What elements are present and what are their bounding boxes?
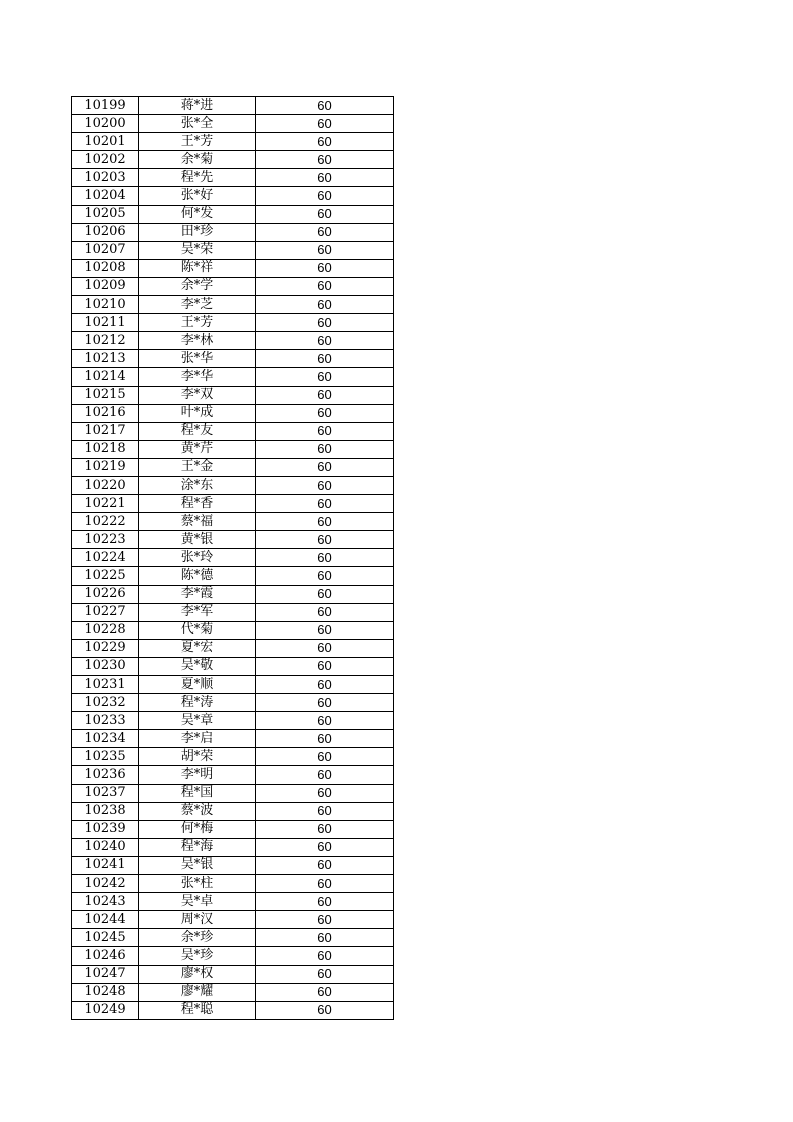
row-name-cell: 张*柱 xyxy=(139,875,256,893)
table-row xyxy=(72,458,394,476)
row-name-cell: 张*好 xyxy=(139,187,256,205)
row-name-cell: 陈*德 xyxy=(139,567,256,585)
row-name-cell: 李*华 xyxy=(139,368,256,386)
row-amount-cell: 60 xyxy=(256,97,394,115)
row-name-cell: 李*启 xyxy=(139,730,256,748)
row-id-cell: 10220 xyxy=(72,476,139,494)
row-amount-cell: 60 xyxy=(256,875,394,893)
table-row xyxy=(72,368,394,386)
row-id-cell: 10207 xyxy=(72,241,139,259)
row-amount-cell: 60 xyxy=(256,223,394,241)
row-amount-cell: 60 xyxy=(256,495,394,513)
row-name-cell: 蔡*波 xyxy=(139,802,256,820)
table-row xyxy=(72,476,394,494)
table-row xyxy=(72,205,394,223)
row-name-cell: 田*珍 xyxy=(139,223,256,241)
table-row xyxy=(72,115,394,133)
row-id-cell: 10245 xyxy=(72,929,139,947)
table-row xyxy=(72,784,394,802)
row-amount-cell: 60 xyxy=(256,657,394,675)
row-name-cell: 程*涛 xyxy=(139,694,256,712)
row-amount-cell: 60 xyxy=(256,440,394,458)
row-id-cell: 10242 xyxy=(72,875,139,893)
row-amount-cell: 60 xyxy=(256,133,394,151)
row-id-cell: 10248 xyxy=(72,983,139,1001)
row-id-cell: 10225 xyxy=(72,567,139,585)
row-name-cell: 吴*银 xyxy=(139,856,256,874)
row-name-cell: 程*香 xyxy=(139,495,256,513)
row-id-cell: 10201 xyxy=(72,133,139,151)
row-amount-cell: 60 xyxy=(256,694,394,712)
row-name-cell: 余*珍 xyxy=(139,929,256,947)
row-name-cell: 程*国 xyxy=(139,784,256,802)
row-name-cell: 廖*权 xyxy=(139,965,256,983)
row-name-cell: 李*霞 xyxy=(139,585,256,603)
table-row xyxy=(72,712,394,730)
table-row xyxy=(72,983,394,1001)
row-id-cell: 10216 xyxy=(72,404,139,422)
row-id-cell: 10223 xyxy=(72,531,139,549)
table-row xyxy=(72,422,394,440)
row-name-cell: 何*梅 xyxy=(139,820,256,838)
table-row xyxy=(72,947,394,965)
table-row xyxy=(72,585,394,603)
row-id-cell: 10221 xyxy=(72,495,139,513)
row-name-cell: 王*芳 xyxy=(139,133,256,151)
row-amount-cell: 60 xyxy=(256,965,394,983)
row-id-cell: 10208 xyxy=(72,259,139,277)
row-name-cell: 程*海 xyxy=(139,838,256,856)
row-amount-cell: 60 xyxy=(256,277,394,295)
row-amount-cell: 60 xyxy=(256,422,394,440)
row-amount-cell: 60 xyxy=(256,151,394,169)
table-row xyxy=(72,676,394,694)
row-amount-cell: 60 xyxy=(256,332,394,350)
row-id-cell: 10203 xyxy=(72,169,139,187)
table-row xyxy=(72,549,394,567)
row-name-cell: 涂*东 xyxy=(139,476,256,494)
row-name-cell: 李*芝 xyxy=(139,296,256,314)
row-id-cell: 10230 xyxy=(72,657,139,675)
row-id-cell: 10226 xyxy=(72,585,139,603)
row-id-cell: 10204 xyxy=(72,187,139,205)
row-name-cell: 李*林 xyxy=(139,332,256,350)
row-name-cell: 胡*荣 xyxy=(139,748,256,766)
row-amount-cell: 60 xyxy=(256,350,394,368)
row-name-cell: 吴*章 xyxy=(139,712,256,730)
table-row xyxy=(72,314,394,332)
row-name-cell: 程*友 xyxy=(139,422,256,440)
row-id-cell: 10222 xyxy=(72,513,139,531)
row-name-cell: 王*芳 xyxy=(139,314,256,332)
row-amount-cell: 60 xyxy=(256,404,394,422)
row-id-cell: 10243 xyxy=(72,893,139,911)
row-id-cell: 10239 xyxy=(72,820,139,838)
row-id-cell: 10218 xyxy=(72,440,139,458)
table-row xyxy=(72,386,394,404)
row-id-cell: 10212 xyxy=(72,332,139,350)
table-row xyxy=(72,567,394,585)
row-id-cell: 10224 xyxy=(72,549,139,567)
row-id-cell: 10205 xyxy=(72,205,139,223)
table-row xyxy=(72,259,394,277)
row-amount-cell: 60 xyxy=(256,513,394,531)
table-row xyxy=(72,621,394,639)
row-id-cell: 10234 xyxy=(72,730,139,748)
row-name-cell: 张*玲 xyxy=(139,549,256,567)
row-amount-cell: 60 xyxy=(256,676,394,694)
row-id-cell: 10214 xyxy=(72,368,139,386)
table-row xyxy=(72,603,394,621)
row-amount-cell: 60 xyxy=(256,820,394,838)
table-row xyxy=(72,639,394,657)
row-amount-cell: 60 xyxy=(256,567,394,585)
row-id-cell: 10236 xyxy=(72,766,139,784)
row-amount-cell: 60 xyxy=(256,296,394,314)
row-amount-cell: 60 xyxy=(256,639,394,657)
row-name-cell: 吴*珍 xyxy=(139,947,256,965)
table-row xyxy=(72,657,394,675)
row-name-cell: 李*明 xyxy=(139,766,256,784)
row-id-cell: 10217 xyxy=(72,422,139,440)
table-body xyxy=(72,97,394,1020)
table-row xyxy=(72,856,394,874)
row-amount-cell: 60 xyxy=(256,458,394,476)
row-name-cell: 叶*成 xyxy=(139,404,256,422)
row-amount-cell: 60 xyxy=(256,893,394,911)
row-amount-cell: 60 xyxy=(256,169,394,187)
row-amount-cell: 60 xyxy=(256,187,394,205)
table-row xyxy=(72,440,394,458)
table-row xyxy=(72,277,394,295)
row-amount-cell: 60 xyxy=(256,314,394,332)
row-amount-cell: 60 xyxy=(256,115,394,133)
row-name-cell: 蔡*福 xyxy=(139,513,256,531)
row-name-cell: 黄*芹 xyxy=(139,440,256,458)
data-table xyxy=(71,96,394,1020)
table-row xyxy=(72,350,394,368)
row-amount-cell: 60 xyxy=(256,603,394,621)
row-name-cell: 吴*敬 xyxy=(139,657,256,675)
row-amount-cell: 60 xyxy=(256,983,394,1001)
row-id-cell: 10200 xyxy=(72,115,139,133)
row-name-cell: 黄*银 xyxy=(139,531,256,549)
row-id-cell: 10215 xyxy=(72,386,139,404)
row-name-cell: 陈*祥 xyxy=(139,259,256,277)
row-id-cell: 10241 xyxy=(72,856,139,874)
row-name-cell: 李*军 xyxy=(139,603,256,621)
table-row xyxy=(72,965,394,983)
table-row xyxy=(72,187,394,205)
row-id-cell: 10219 xyxy=(72,458,139,476)
row-id-cell: 10199 xyxy=(72,97,139,115)
row-amount-cell: 60 xyxy=(256,712,394,730)
row-amount-cell: 60 xyxy=(256,730,394,748)
row-id-cell: 10238 xyxy=(72,802,139,820)
row-amount-cell: 60 xyxy=(256,205,394,223)
table-row xyxy=(72,820,394,838)
row-name-cell: 张*华 xyxy=(139,350,256,368)
row-name-cell: 蒋*进 xyxy=(139,97,256,115)
table-row xyxy=(72,97,394,115)
row-id-cell: 10244 xyxy=(72,911,139,929)
row-name-cell: 周*汉 xyxy=(139,911,256,929)
table-row xyxy=(72,766,394,784)
row-amount-cell: 60 xyxy=(256,621,394,639)
row-amount-cell: 60 xyxy=(256,929,394,947)
row-name-cell: 代*菊 xyxy=(139,621,256,639)
row-name-cell: 夏*宏 xyxy=(139,639,256,657)
row-name-cell: 李*双 xyxy=(139,386,256,404)
row-amount-cell: 60 xyxy=(256,531,394,549)
row-id-cell: 10228 xyxy=(72,621,139,639)
row-id-cell: 10227 xyxy=(72,603,139,621)
table-row xyxy=(72,223,394,241)
table-row xyxy=(72,748,394,766)
table-row xyxy=(72,838,394,856)
row-id-cell: 10240 xyxy=(72,838,139,856)
table-row xyxy=(72,241,394,259)
row-amount-cell: 60 xyxy=(256,1001,394,1019)
row-name-cell: 夏*顺 xyxy=(139,676,256,694)
row-name-cell: 程*聪 xyxy=(139,1001,256,1019)
row-name-cell: 张*全 xyxy=(139,115,256,133)
table-row xyxy=(72,730,394,748)
table-row xyxy=(72,875,394,893)
table-row xyxy=(72,893,394,911)
row-amount-cell: 60 xyxy=(256,784,394,802)
row-id-cell: 10231 xyxy=(72,676,139,694)
row-id-cell: 10233 xyxy=(72,712,139,730)
row-amount-cell: 60 xyxy=(256,259,394,277)
row-id-cell: 10209 xyxy=(72,277,139,295)
row-amount-cell: 60 xyxy=(256,947,394,965)
row-id-cell: 10229 xyxy=(72,639,139,657)
row-id-cell: 10202 xyxy=(72,151,139,169)
row-amount-cell: 60 xyxy=(256,241,394,259)
row-id-cell: 10213 xyxy=(72,350,139,368)
row-name-cell: 王*金 xyxy=(139,458,256,476)
row-amount-cell: 60 xyxy=(256,549,394,567)
row-id-cell: 10247 xyxy=(72,965,139,983)
table-row xyxy=(72,802,394,820)
row-name-cell: 吴*荣 xyxy=(139,241,256,259)
row-name-cell: 余*菊 xyxy=(139,151,256,169)
row-id-cell: 10246 xyxy=(72,947,139,965)
row-amount-cell: 60 xyxy=(256,838,394,856)
table-row xyxy=(72,332,394,350)
row-amount-cell: 60 xyxy=(256,856,394,874)
table-row xyxy=(72,404,394,422)
row-id-cell: 10235 xyxy=(72,748,139,766)
table-row xyxy=(72,694,394,712)
table-row xyxy=(72,296,394,314)
row-id-cell: 10206 xyxy=(72,223,139,241)
row-amount-cell: 60 xyxy=(256,748,394,766)
table-row xyxy=(72,151,394,169)
row-id-cell: 10211 xyxy=(72,314,139,332)
row-amount-cell: 60 xyxy=(256,766,394,784)
table-row xyxy=(72,513,394,531)
table-row xyxy=(72,1001,394,1019)
row-id-cell: 10210 xyxy=(72,296,139,314)
row-name-cell: 吴*卓 xyxy=(139,893,256,911)
row-id-cell: 10237 xyxy=(72,784,139,802)
row-id-cell: 10249 xyxy=(72,1001,139,1019)
row-amount-cell: 60 xyxy=(256,802,394,820)
row-name-cell: 廖*耀 xyxy=(139,983,256,1001)
row-amount-cell: 60 xyxy=(256,476,394,494)
row-amount-cell: 60 xyxy=(256,368,394,386)
table-row xyxy=(72,169,394,187)
row-amount-cell: 60 xyxy=(256,585,394,603)
row-amount-cell: 60 xyxy=(256,911,394,929)
table-row xyxy=(72,911,394,929)
row-name-cell: 程*先 xyxy=(139,169,256,187)
table-row xyxy=(72,495,394,513)
row-name-cell: 何*发 xyxy=(139,205,256,223)
table-row xyxy=(72,133,394,151)
row-name-cell: 余*学 xyxy=(139,277,256,295)
table-row xyxy=(72,929,394,947)
row-id-cell: 10232 xyxy=(72,694,139,712)
row-amount-cell: 60 xyxy=(256,386,394,404)
table-row xyxy=(72,531,394,549)
